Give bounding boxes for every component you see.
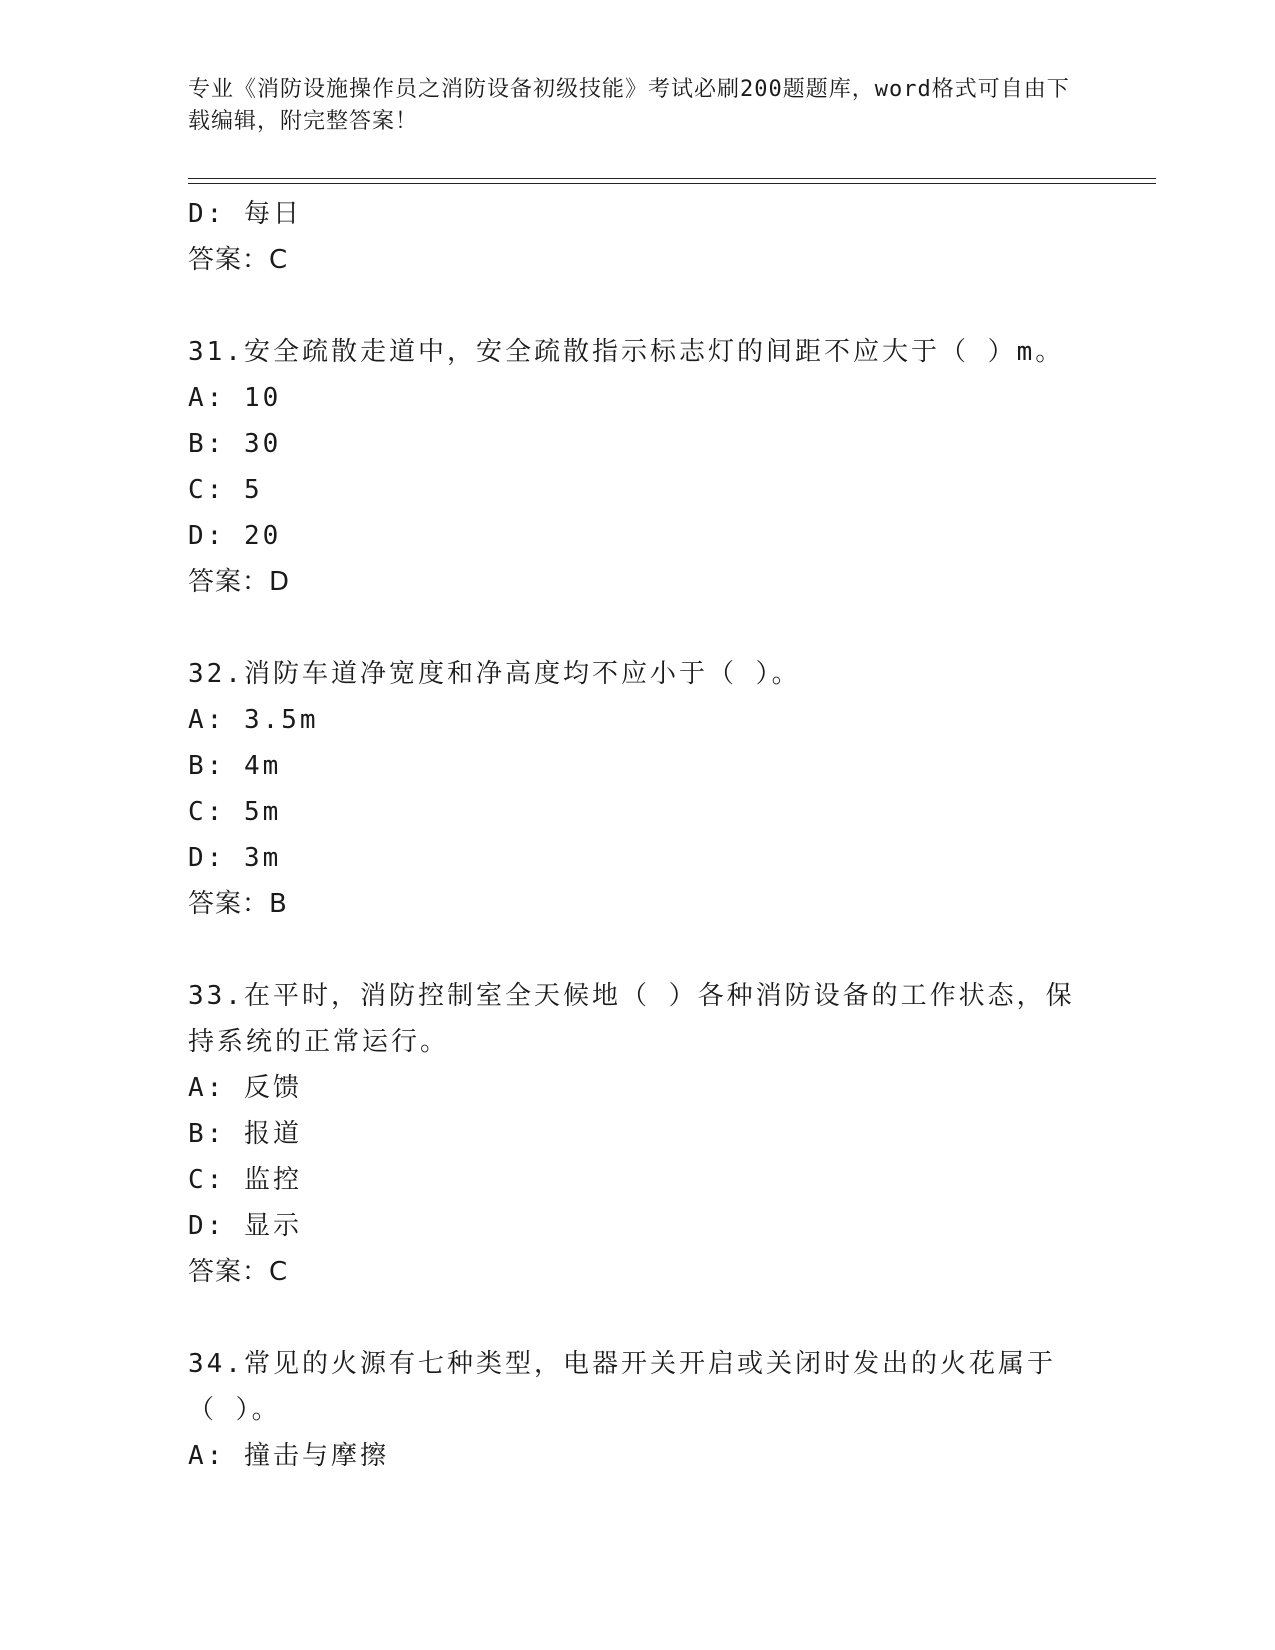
header-rule-top — [188, 178, 1156, 179]
question-list — [188, 191, 1088, 1479]
option-d: D: 3m — [188, 843, 282, 873]
document-header: 专业《消防设施操作员之消防设备初级技能》考试必刷200题题库，word格式可自由下载编辑，附完整答案！ — [188, 77, 1070, 134]
question-32-stem: 32.消防车道净宽度和净高度均不应小于（ ）。 — [188, 659, 801, 689]
option-d: D: 20 — [188, 521, 282, 551]
header-rule-bottom — [188, 183, 1156, 184]
answer: 答案：D — [188, 567, 291, 597]
option-c: C: 监控 — [188, 1165, 302, 1195]
option-d: D: 显示 — [188, 1211, 302, 1241]
option-b: B: 30 — [188, 429, 282, 459]
answer: 答案：B — [188, 889, 288, 919]
option-c: C: 5 — [188, 475, 263, 505]
question-33-stem: 33.在平时，消防控制室全天候地（ ）各种消防设备的工作状态，保持系统的正常运行。 — [188, 981, 1075, 1057]
answer: 答案：C — [188, 245, 289, 275]
answer: 答案：C — [188, 1257, 289, 1287]
option-d: D: 每日 — [188, 199, 302, 229]
option-b: B: 报道 — [188, 1119, 302, 1149]
option-b: B: 4m — [188, 751, 282, 781]
question-34-stem: 34.常见的火源有七种类型，电器开关开启或关闭时发出的火花属于（ ）。 — [188, 1349, 1056, 1425]
option-a: A: 反馈 — [188, 1073, 302, 1103]
question-31-stem: 31.安全疏散走道中，安全疏散指示标志灯的间距不应大于（ ）m。 — [188, 337, 1065, 367]
option-a: A: 10 — [188, 383, 282, 413]
option-a: A: 撞击与摩擦 — [188, 1441, 389, 1471]
option-c: C: 5m — [188, 797, 282, 827]
option-a: A: 3.5m — [188, 705, 319, 735]
